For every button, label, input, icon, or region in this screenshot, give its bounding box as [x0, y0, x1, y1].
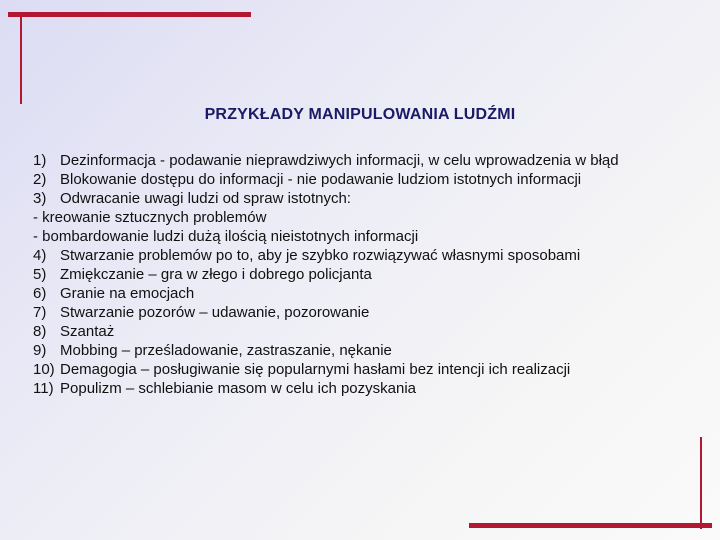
item-number: 1): [33, 152, 47, 169]
item-text: Szantaż: [60, 323, 115, 340]
item-number: 6): [33, 285, 47, 302]
item-text: Dezinformacja - podawanie nieprawdziwych informacji, w celu wprowadzenia w błąd: [60, 152, 619, 169]
item-number: 5): [33, 266, 47, 283]
list-item: [33, 379, 693, 398]
item-number: 8): [33, 323, 47, 340]
list-item: [33, 265, 693, 284]
list-item: [33, 189, 693, 208]
item-text: Stwarzanie pozorów – udawanie, pozorowanie: [60, 304, 370, 321]
item-text: Stwarzanie problemów po to, aby je szybko rozwiązywać własnymi sposobami: [60, 247, 581, 264]
list-item: [33, 170, 693, 189]
list-subitem: [33, 227, 693, 246]
item-number: 4): [33, 247, 47, 264]
list-item: [33, 246, 693, 265]
list-item: [33, 341, 693, 360]
right-accent-line: [700, 437, 702, 529]
item-number: 10): [33, 361, 55, 378]
item-text: Zmiękczanie – gra w złego i dobrego policjanta: [60, 266, 372, 283]
left-accent-line: [20, 12, 22, 104]
bottom-accent-bar: [469, 523, 712, 528]
item-number: 9): [33, 342, 47, 359]
list-item: [33, 360, 693, 379]
item-number: 7): [33, 304, 47, 321]
item-text: Demagogia – posługiwanie się popularnymi hasłami bez intencji ich realizacji: [60, 361, 571, 378]
item-text: Blokowanie dostępu do informacji - nie podawanie ludziom istotnych informacji: [60, 171, 582, 188]
page-title: PRZYKŁADY MANIPULOWANIA LUDŹMI: [204, 106, 516, 123]
list-item: [33, 151, 693, 170]
top-accent-bar: [8, 12, 251, 17]
manipulation-list: [33, 151, 693, 398]
list-subitem: [33, 208, 693, 227]
item-text: Odwracanie uwagi ludzi od spraw istotnych:: [60, 190, 351, 207]
item-text: Granie na emocjach: [60, 285, 195, 302]
list-item: [33, 303, 693, 322]
item-number: 2): [33, 171, 47, 188]
subitem-text: - kreowanie sztucznych problemów: [33, 209, 267, 226]
list-item: [33, 322, 693, 341]
item-number: 3): [33, 190, 47, 207]
item-text: Populizm – schlebianie masom w celu ich pozyskania: [60, 380, 417, 397]
item-text: Mobbing – prześladowanie, zastraszanie, nękanie: [60, 342, 392, 359]
item-number: 11): [33, 380, 54, 397]
subitem-text: - bombardowanie ludzi dużą ilością nieistotnych informacji: [33, 228, 419, 245]
list-item: [33, 284, 693, 303]
